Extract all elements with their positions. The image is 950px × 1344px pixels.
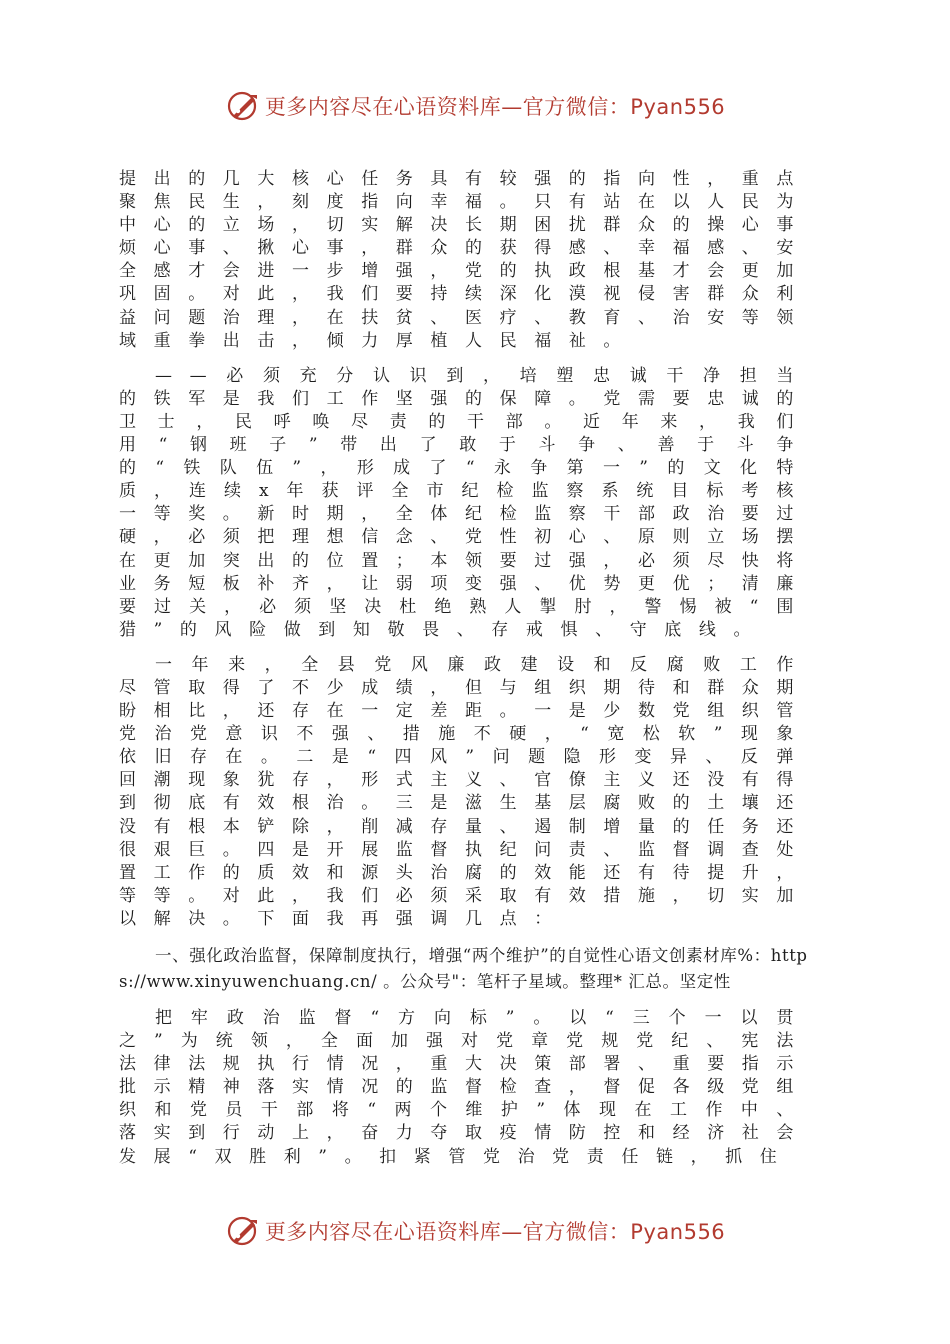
section-heading-1: 一、强化政治监督，保障制度执行，增强“两个维护”的自觉性心语文创素材库%：https://www.xinyuwenchuang.cn/ 。公众号"：笔杆子星域。整理* 汇总。坚定性	[119, 946, 808, 991]
pen-nib-seal-icon	[225, 88, 261, 124]
footer-watermark-banner	[0, 1211, 950, 1251]
paragraph-2: ——必须充分认识到，培塑忠诚干净担当的铁军是我们工作坚强的保障。党需要忠诚的卫士，民呼唤尽责的干部。近年来，我们用“钢班子”带出了敢于斗争、善于斗争的“铁队伍”，形成了“永争第一”的文化特质，连续x年获评全市纪检监察系统目标考核一等奖。新时期，全体纪检监察干部政治要过硬，必须把理想信念、党性初心、原则立场摆在更加突出的位置；本领要过强，必须尽快将业务短板补齐，让弱项变强、优势更优；清廉要过关，必须坚决杜绝熟人掣肘，警惕被“围猎”的风险做到知敬畏、存戒惧、守底线。	[119, 365, 811, 640]
document-body	[119, 168, 811, 1169]
paragraph-1: 提出的几大核心任务具有较强的指向性，重点聚焦民生，刻度指向幸福。只有站在以人民为中心的立场，切实解决长期困扰群众的操心事烦心事、揪心事，群众的获得感、幸福感、安全感才会进一步增强，党的执政根基才会更加巩固。对此，我们要持续深化漠视侵害群众利益问题治理，在扶贫、医疗、教育、治安等领域重拳出击，倾力厚植人民福祉。	[119, 169, 811, 351]
paragraph-4: 把牢政治监督“方向标”。以“三个一以贯之”为统领，全面加强对党章党规党纪、宪法法律法规执行情况，重大决策部署、重要指示批示精神落实情况的监督检查，督促各级党组织和党员干部将“两个维护”体现在工作中、落实到行动上，奋力夺取疫情防控和经济社会发展“双胜利”。扣紧管党治党责任链，抓住	[119, 1008, 811, 1167]
banner-text: 更多内容尽在心语资料库—官方微信：Pyan556	[264, 1220, 726, 1244]
paragraph-3: 一年来，全县党风廉政建设和反腐败工作尽管取得了不少成绩，但与组织期待和群众期盼相比，还存在一定差距。一是少数党组织管党治党意识不强、措施不硬，“宽松软”现象依旧存在。二是“四风”问题隐形变异、反弹回潮现象犹存，形式主义、官僚主义还没有得到彻底有效根治。三是滋生基层腐败的土壤还没有根本铲除，削减存量、遏制增量的任务还很艰巨。四是开展监督执纪问责、监督调查处置工作的质效和源头治腐的效能还有待提升，等等。对此，我们必须采取有效措施，切实加以解决。下面我再强调几点：	[119, 654, 811, 929]
pen-nib-seal-icon	[225, 1213, 261, 1249]
header-watermark-banner	[0, 86, 950, 126]
banner-text: 更多内容尽在心语资料库—官方微信：Pyan556	[264, 95, 726, 119]
